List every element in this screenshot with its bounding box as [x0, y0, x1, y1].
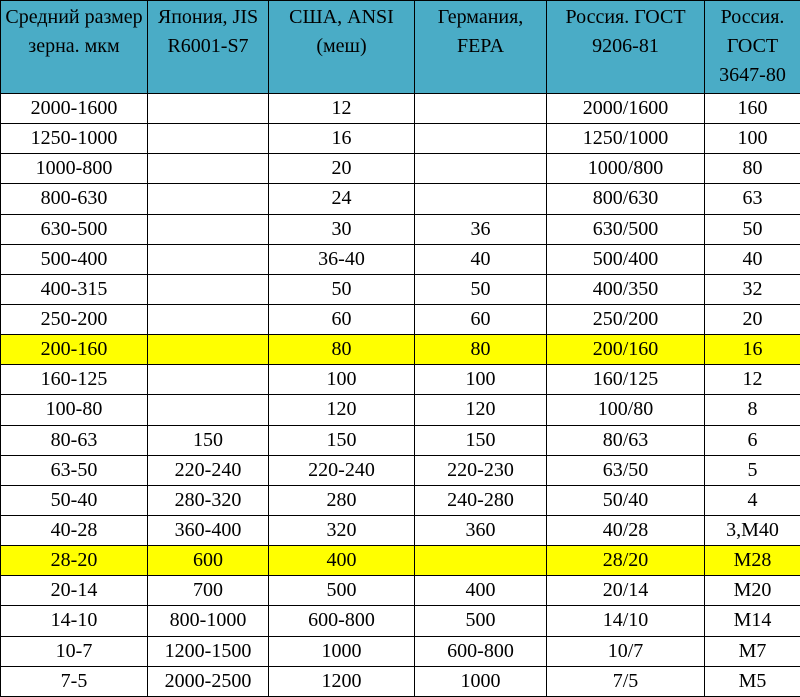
cell-russia-gost-3647: 160 — [705, 94, 800, 124]
cell-russia-gost-9206: 200/160 — [547, 335, 705, 365]
cell-russia-gost-9206: 100/80 — [547, 395, 705, 425]
cell-germany-fepa — [415, 94, 547, 124]
cell-usa-ansi: 36-40 — [269, 244, 415, 274]
cell-usa-ansi: 80 — [269, 335, 415, 365]
cell-grain-size: 100-80 — [1, 395, 148, 425]
cell-japan-jis: 800-1000 — [148, 606, 269, 636]
cell-russia-gost-9206: 14/10 — [547, 606, 705, 636]
cell-grain-size: 400-315 — [1, 274, 148, 304]
table-row — [1, 184, 800, 214]
table-row — [1, 485, 800, 515]
cell-usa-ansi: 150 — [269, 425, 415, 455]
cell-germany-fepa: 1000 — [415, 666, 547, 696]
cell-russia-gost-3647: 100 — [705, 124, 800, 154]
table-row — [1, 515, 800, 545]
cell-russia-gost-3647: 20 — [705, 304, 800, 334]
table-row — [1, 304, 800, 334]
cell-russia-gost-3647: 6 — [705, 425, 800, 455]
cell-japan-jis — [148, 94, 269, 124]
cell-grain-size: 500-400 — [1, 244, 148, 274]
cell-japan-jis: 220-240 — [148, 455, 269, 485]
cell-germany-fepa — [415, 154, 547, 184]
cell-russia-gost-3647: 80 — [705, 154, 800, 184]
cell-grain-size: 160-125 — [1, 365, 148, 395]
cell-usa-ansi: 100 — [269, 365, 415, 395]
cell-grain-size: 40-28 — [1, 515, 148, 545]
cell-japan-jis — [148, 395, 269, 425]
cell-russia-gost-3647: M5 — [705, 666, 800, 696]
cell-grain-size: 200-160 — [1, 335, 148, 365]
cell-usa-ansi: 60 — [269, 304, 415, 334]
cell-germany-fepa: 240-280 — [415, 485, 547, 515]
cell-usa-ansi: 20 — [269, 154, 415, 184]
table-row — [1, 244, 800, 274]
cell-germany-fepa: 80 — [415, 335, 547, 365]
cell-russia-gost-3647: 4 — [705, 485, 800, 515]
cell-russia-gost-3647: 32 — [705, 274, 800, 304]
cell-russia-gost-3647: 40 — [705, 244, 800, 274]
cell-germany-fepa: 120 — [415, 395, 547, 425]
cell-russia-gost-9206: 250/200 — [547, 304, 705, 334]
table-row — [1, 124, 800, 154]
table-row — [1, 335, 800, 365]
table-row — [1, 214, 800, 244]
cell-russia-gost-9206: 160/125 — [547, 365, 705, 395]
cell-russia-gost-9206: 20/14 — [547, 576, 705, 606]
cell-grain-size: 14-10 — [1, 606, 148, 636]
table-row — [1, 576, 800, 606]
cell-russia-gost-9206: 40/28 — [547, 515, 705, 545]
cell-russia-gost-3647: 12 — [705, 365, 800, 395]
header-russia-gost-3647: Россия. ГОСТ 3647-80 — [705, 1, 800, 94]
cell-grain-size: 28-20 — [1, 546, 148, 576]
cell-russia-gost-3647: M14 — [705, 606, 800, 636]
cell-usa-ansi: 600-800 — [269, 606, 415, 636]
cell-germany-fepa: 150 — [415, 425, 547, 455]
table-row — [1, 154, 800, 184]
header-japan-jis: Япония, JIS R6001-S7 — [148, 1, 269, 94]
cell-germany-fepa — [415, 124, 547, 154]
cell-grain-size: 20-14 — [1, 576, 148, 606]
cell-germany-fepa: 400 — [415, 576, 547, 606]
cell-grain-size: 800-630 — [1, 184, 148, 214]
table-row — [1, 425, 800, 455]
cell-japan-jis — [148, 274, 269, 304]
table-row — [1, 365, 800, 395]
cell-germany-fepa: 50 — [415, 274, 547, 304]
cell-japan-jis — [148, 154, 269, 184]
cell-russia-gost-3647: 63 — [705, 184, 800, 214]
cell-russia-gost-3647: 3,M40 — [705, 515, 800, 545]
cell-russia-gost-9206: 10/7 — [547, 636, 705, 666]
header-usa-ansi: США, ANSI (меш) — [269, 1, 415, 94]
cell-germany-fepa: 36 — [415, 214, 547, 244]
cell-russia-gost-3647: 50 — [705, 214, 800, 244]
cell-russia-gost-9206: 500/400 — [547, 244, 705, 274]
cell-germany-fepa: 100 — [415, 365, 547, 395]
cell-japan-jis: 280-320 — [148, 485, 269, 515]
cell-japan-jis — [148, 214, 269, 244]
cell-germany-fepa — [415, 184, 547, 214]
cell-russia-gost-9206: 400/350 — [547, 274, 705, 304]
cell-japan-jis: 150 — [148, 425, 269, 455]
cell-japan-jis — [148, 184, 269, 214]
cell-germany-fepa: 360 — [415, 515, 547, 545]
cell-grain-size: 80-63 — [1, 425, 148, 455]
cell-russia-gost-3647: M20 — [705, 576, 800, 606]
cell-usa-ansi: 12 — [269, 94, 415, 124]
cell-russia-gost-9206: 2000/1600 — [547, 94, 705, 124]
cell-russia-gost-3647: 5 — [705, 455, 800, 485]
table-body — [1, 94, 800, 697]
cell-grain-size: 63-50 — [1, 455, 148, 485]
cell-russia-gost-9206: 630/500 — [547, 214, 705, 244]
cell-russia-gost-9206: 1250/1000 — [547, 124, 705, 154]
cell-grain-size: 2000-1600 — [1, 94, 148, 124]
cell-russia-gost-3647: M7 — [705, 636, 800, 666]
cell-russia-gost-9206: 50/40 — [547, 485, 705, 515]
header-russia-gost-9206: Россия. ГОСТ 9206-81 — [547, 1, 705, 94]
cell-usa-ansi: 50 — [269, 274, 415, 304]
cell-japan-jis: 2000-2500 — [148, 666, 269, 696]
cell-japan-jis: 360-400 — [148, 515, 269, 545]
cell-grain-size: 1250-1000 — [1, 124, 148, 154]
table-row — [1, 94, 800, 124]
header-germany-fepa: Германия, FEPA — [415, 1, 547, 94]
cell-usa-ansi: 500 — [269, 576, 415, 606]
table-row — [1, 274, 800, 304]
table-row — [1, 546, 800, 576]
cell-usa-ansi: 320 — [269, 515, 415, 545]
cell-russia-gost-3647: 8 — [705, 395, 800, 425]
cell-japan-jis — [148, 124, 269, 154]
header-grain-size: Средний размер зерна. мкм — [1, 1, 148, 94]
cell-russia-gost-9206: 63/50 — [547, 455, 705, 485]
table-row — [1, 666, 800, 696]
cell-usa-ansi: 16 — [269, 124, 415, 154]
cell-grain-size: 1000-800 — [1, 154, 148, 184]
cell-germany-fepa: 40 — [415, 244, 547, 274]
table-row — [1, 606, 800, 636]
cell-germany-fepa: 600-800 — [415, 636, 547, 666]
table-row — [1, 636, 800, 666]
cell-grain-size: 250-200 — [1, 304, 148, 334]
cell-russia-gost-9206: 28/20 — [547, 546, 705, 576]
cell-russia-gost-9206: 800/630 — [547, 184, 705, 214]
cell-usa-ansi: 280 — [269, 485, 415, 515]
cell-germany-fepa: 220-230 — [415, 455, 547, 485]
cell-usa-ansi: 30 — [269, 214, 415, 244]
cell-germany-fepa — [415, 546, 547, 576]
header-row — [1, 1, 800, 94]
cell-usa-ansi: 1200 — [269, 666, 415, 696]
cell-russia-gost-3647: M28 — [705, 546, 800, 576]
cell-japan-jis — [148, 335, 269, 365]
cell-japan-jis — [148, 304, 269, 334]
cell-grain-size: 7-5 — [1, 666, 148, 696]
cell-grain-size: 630-500 — [1, 214, 148, 244]
cell-grain-size: 50-40 — [1, 485, 148, 515]
cell-usa-ansi: 220-240 — [269, 455, 415, 485]
table-header — [1, 1, 800, 94]
cell-usa-ansi: 24 — [269, 184, 415, 214]
table-row — [1, 395, 800, 425]
cell-usa-ansi: 120 — [269, 395, 415, 425]
cell-russia-gost-9206: 80/63 — [547, 425, 705, 455]
cell-japan-jis — [148, 365, 269, 395]
cell-russia-gost-9206: 7/5 — [547, 666, 705, 696]
cell-russia-gost-3647: 16 — [705, 335, 800, 365]
cell-japan-jis: 600 — [148, 546, 269, 576]
cell-russia-gost-9206: 1000/800 — [547, 154, 705, 184]
cell-germany-fepa: 500 — [415, 606, 547, 636]
cell-japan-jis: 1200-1500 — [148, 636, 269, 666]
cell-usa-ansi: 1000 — [269, 636, 415, 666]
cell-grain-size: 10-7 — [1, 636, 148, 666]
cell-japan-jis: 700 — [148, 576, 269, 606]
cell-japan-jis — [148, 244, 269, 274]
cell-usa-ansi: 400 — [269, 546, 415, 576]
cell-germany-fepa: 60 — [415, 304, 547, 334]
table-row — [1, 455, 800, 485]
